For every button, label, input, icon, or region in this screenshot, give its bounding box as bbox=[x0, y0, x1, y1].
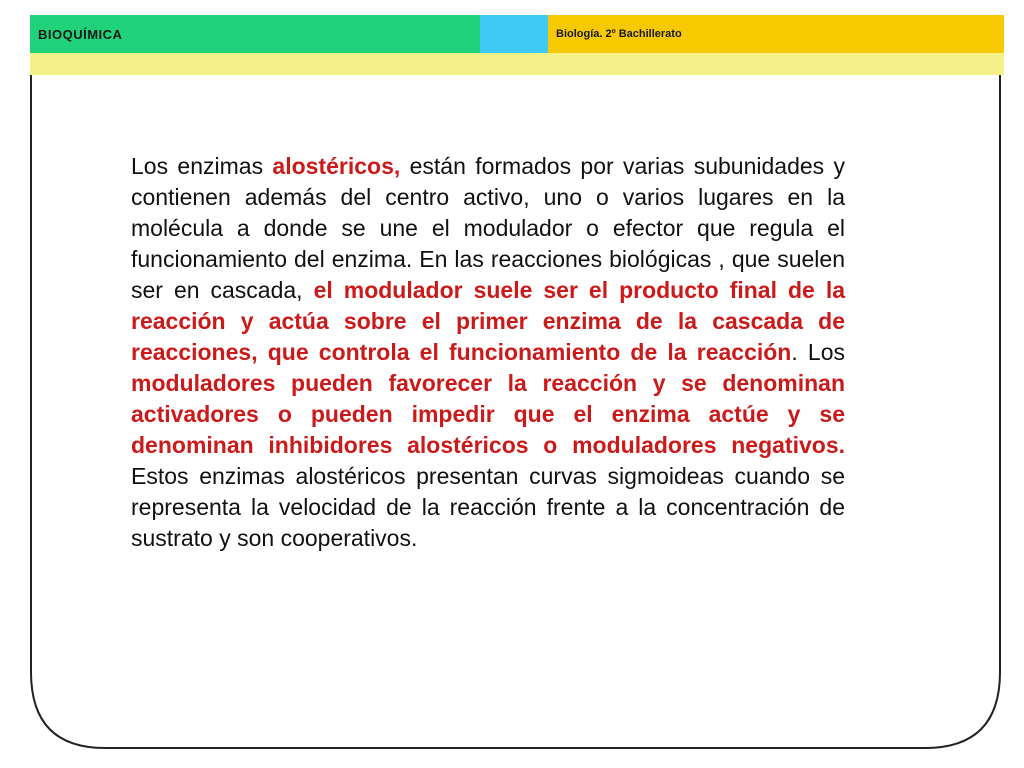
body-text bbox=[131, 151, 845, 554]
header-title: BIOQUÍMICA bbox=[38, 26, 123, 42]
highlight-moduladores: moduladores pueden favorecer la reacción y se denominan activadores o pueden impedir que el enzima actúe y se denominan inhibidores alostéricos o moduladores negativos. bbox=[131, 370, 845, 458]
text-run-3: . Los bbox=[791, 339, 845, 365]
highlight-modulador: el modulador suele ser el producto final de la reacción y actúa sobre el primer enzima de la cascada de reacciones, que controla el funcionamiento de la reacción bbox=[131, 277, 845, 365]
header-subtitle: Biología. 2º Bachillerato bbox=[556, 28, 682, 40]
text-run-4: Estos enzimas alostéricos presentan curvas sigmoideas cuando se representa la velocidad de la reacción frente a la concentración de sustrato y son cooperativos. bbox=[131, 463, 845, 551]
text-run-1: Los enzimas bbox=[131, 153, 273, 179]
text-run-2: están formados por varias subunidades y contienen además del centro activo, uno o varios lugares en la molécula a donde se une el modulador o efector que regula el funcionamiento del enzima. En las reacciones biológicas , que suelen ser en cascada, bbox=[131, 153, 845, 303]
highlight-alostericos: alostéricos, bbox=[272, 153, 401, 179]
